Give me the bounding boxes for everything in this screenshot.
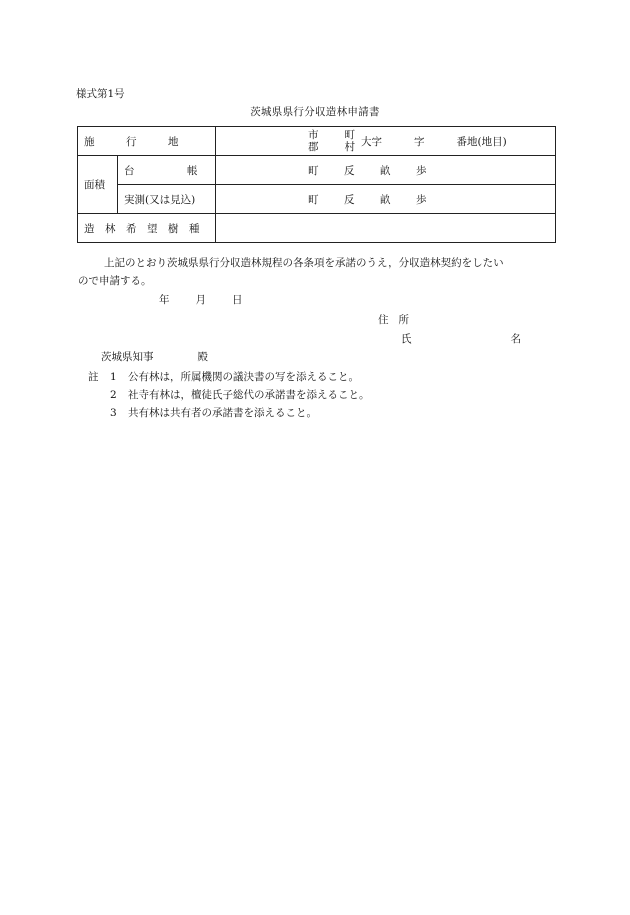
survey-row [78, 185, 556, 214]
note-number: 1 [110, 371, 117, 383]
address-label-2: 所 [398, 314, 409, 326]
banchi-label: 番地(地目) [456, 135, 507, 148]
note-number: 3 [110, 407, 117, 419]
document-title: 茨城県県行分収造林申請書 [250, 106, 380, 118]
applicant-name [401, 331, 521, 346]
survey-label: 実測(又は見込) [118, 185, 216, 214]
form-number: 様式第1号 [76, 88, 125, 100]
notes [88, 368, 370, 422]
aza-label: 字 [414, 135, 425, 148]
body-text [78, 254, 558, 290]
date-month: 月 [195, 294, 206, 306]
unit-cho: 町 [308, 193, 319, 206]
oaza-label: 大字 [361, 135, 382, 148]
address-label-1: 住 [378, 314, 389, 326]
date-day: 日 [232, 294, 243, 306]
body-line-1: 上記のとおり茨城県県行分収造林規程の各条項を承諾のうえ，分収造林契約をしたい [104, 257, 504, 269]
county-label: 郡 [308, 141, 319, 153]
unit-tan: 反 [344, 164, 355, 177]
addressee-honorific: 殿 [197, 351, 208, 363]
location-label: 施 行 地 [78, 127, 216, 156]
applicant-address [378, 312, 409, 327]
unit-tan: 反 [344, 193, 355, 206]
name-label-1: 氏 [401, 333, 412, 345]
addressee [101, 349, 208, 364]
application-table [77, 126, 556, 243]
note-text: 社寺有林は，檀徒氏子総代の承諾書を添えること。 [128, 389, 370, 401]
unit-cho: 町 [308, 164, 319, 177]
area-label: 面積 [78, 156, 118, 214]
unit-bu: 歩 [416, 193, 427, 206]
city-label: 市 [308, 129, 319, 141]
species-row [78, 214, 556, 243]
note-item [88, 386, 370, 404]
note-item [88, 404, 370, 422]
ledger-value [216, 156, 556, 185]
ledger-label: 台 帳 [118, 156, 216, 185]
note-text: 公有林は，所属機関の議決書の写を添えること。 [128, 371, 359, 383]
location-value [216, 127, 556, 156]
date-year: 年 [159, 294, 170, 306]
name-label-2: 名 [510, 333, 521, 345]
date-row [159, 292, 243, 307]
note-item [88, 368, 370, 386]
location-row [78, 127, 556, 156]
notes-label: 註 [88, 371, 99, 383]
species-label: 造 林 希 望 樹 種 [78, 214, 216, 243]
unit-bu: 歩 [416, 164, 427, 177]
unit-se: 畝 [380, 164, 391, 177]
ledger-row [78, 156, 556, 185]
addressee-name: 茨城県知事 [101, 351, 154, 363]
note-number: 2 [110, 389, 117, 401]
survey-value [216, 185, 556, 214]
note-text: 共有林は共有者の承諾書を添えること。 [128, 407, 317, 419]
body-line-2: ので申請する。 [78, 275, 152, 287]
species-value [216, 214, 556, 243]
village-label: 村 [344, 141, 355, 153]
town-label: 町 [344, 129, 355, 141]
unit-se: 畝 [380, 193, 391, 206]
